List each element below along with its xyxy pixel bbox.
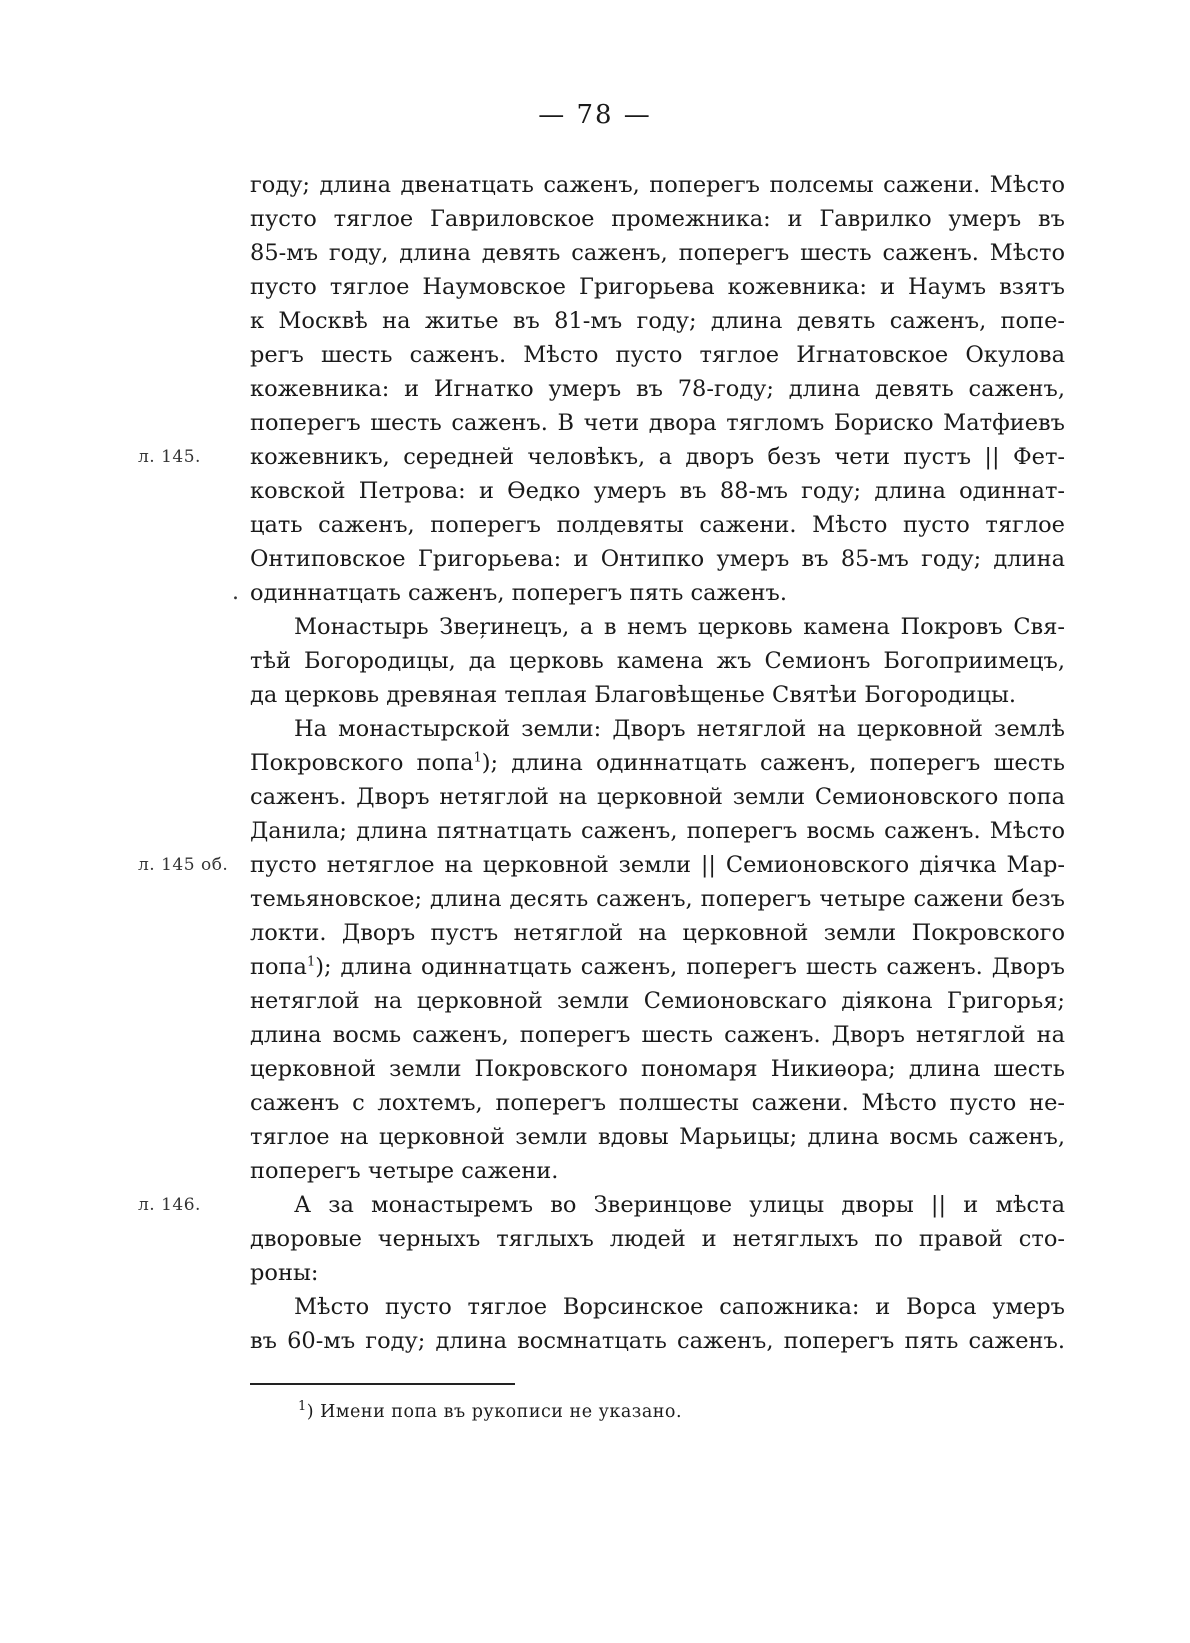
line-text: Мѣсто пусто тяглое Ворсинское сапожника: и Ворса умеръ — [294, 1294, 1065, 1320]
line-content — [250, 988, 1065, 1014]
text-line — [250, 1018, 1065, 1052]
text-line — [250, 1154, 1065, 1188]
footnote-marker: 1 — [298, 1399, 307, 1415]
footnote-ref: 1 — [306, 954, 316, 970]
line-text: Онтиповское Григорьева: и Онтипко умеръ въ 85-мъ году; длина — [250, 546, 1065, 572]
text-line — [250, 338, 1065, 372]
footnote-rule — [250, 1383, 515, 1385]
line-text: локти. Дворъ пустъ нетяглой на церковной земли Покровского — [250, 920, 1065, 946]
line-content — [250, 1022, 1065, 1048]
line-text: регъ шесть саженъ. Мѣсто пусто тяглое Игнатовское Окулова — [250, 342, 1065, 368]
line-content — [250, 206, 1065, 232]
line-content — [250, 1056, 1065, 1082]
line-text: поперегъ четыре сажени. — [250, 1158, 559, 1184]
line-text-before: попа — [250, 954, 307, 980]
line-content — [250, 512, 1065, 538]
text-line — [250, 1052, 1065, 1086]
line-content — [250, 648, 1065, 674]
line-content — [250, 1226, 1065, 1252]
line-text: пусто нетяглое на церковной земли || Семионовского дiячка Мар- — [250, 852, 1065, 878]
line-text: церковной земли Покровского пономаря Никиѳора; длина шесть — [250, 1056, 1065, 1082]
line-content — [250, 342, 1065, 368]
margin-folio-note: л. 146. — [138, 1195, 201, 1215]
line-content — [250, 376, 1065, 402]
line-content — [250, 1158, 558, 1184]
text-line — [250, 678, 1065, 712]
line-text: ); длина одиннатцать саженъ, поперегъ шесть саженъ. Дворъ — [315, 954, 1065, 980]
line-content — [250, 1090, 1065, 1116]
footnote-text: ) Имени попа въ рукописи не указано. — [306, 1402, 683, 1422]
line-text: длина восмь саженъ, поперегъ шесть саженъ. Дворъ нетяглой на — [250, 1022, 1065, 1048]
line-text: темьяновское; длина десять саженъ, поперегъ четыре сажени безъ — [250, 886, 1065, 912]
line-text: 85-мъ году, длина девять саженъ, поперегъ шесть саженъ. Мѣсто — [250, 240, 1065, 266]
line-text: цать саженъ, поперегъ полдевяты сажени. Мѣсто пусто тяглое — [250, 512, 1065, 538]
line-content — [250, 546, 1065, 572]
line-content — [250, 750, 1065, 776]
line-text: ковской Петрова: и Ѳедко умеръ въ 88-мъ году; длина одиннат- — [250, 478, 1065, 504]
line-content — [250, 478, 1065, 504]
line-text: саженъ. Дворъ нетяглой на церковной земли Семионовского попа — [250, 784, 1065, 810]
line-text: тяглое на церковной земли вдовы Марьицы; длина восмь саженъ, — [250, 1124, 1065, 1150]
line-content — [250, 954, 1065, 980]
line-text: году; длина двенатцать саженъ, поперегъ полсемы сажени. Мѣсто — [250, 172, 1065, 198]
line-content — [250, 784, 1065, 810]
line-content — [250, 444, 1065, 470]
text-line — [250, 270, 1065, 304]
line-content — [250, 682, 1016, 708]
line-content — [250, 818, 1065, 844]
line-text: дворовые черныхъ тяглыхъ людей и нетяглыхъ по правой сто- — [250, 1226, 1065, 1252]
text-line — [250, 508, 1065, 542]
text-line — [250, 882, 1065, 916]
line-text: въ 60-мъ году; длина восмнатцать саженъ, поперегъ пять саженъ. — [250, 1328, 1065, 1354]
text-line — [250, 1290, 1065, 1324]
text-line — [250, 168, 1065, 202]
line-content — [250, 410, 1065, 436]
line-text: поперегъ шесть саженъ. В чети двора тягломъ Бориско Матфиевъ — [250, 410, 1065, 436]
line-text: к Москвѣ на житье въ 81-мъ году; длина девять саженъ, попе- — [250, 308, 1065, 334]
text-line — [250, 1086, 1065, 1120]
line-content — [250, 240, 1065, 266]
line-text: пусто тяглое Гавриловское промежника: и Гаврилко умеръ въ — [250, 206, 1065, 232]
line-content — [250, 920, 1065, 946]
text-line — [250, 202, 1065, 236]
line-text: кожевника: и Игнатко умеръ въ 78-году; длина девять саженъ, — [250, 376, 1065, 402]
line-content — [250, 580, 787, 606]
margin-folio-note: л. 145 об. — [138, 855, 229, 875]
line-content — [294, 1192, 1065, 1218]
text-line — [250, 746, 1065, 780]
line-content — [250, 1124, 1065, 1150]
text-line — [250, 1222, 1065, 1256]
line-text: ); длина одиннатцать саженъ, поперегъ шесть — [481, 750, 1065, 776]
line-content — [250, 1260, 318, 1286]
text-line — [250, 916, 1065, 950]
page-number: — 78 — — [538, 100, 652, 130]
text-line — [250, 236, 1065, 270]
footnote — [298, 1399, 683, 1422]
text-line — [138, 848, 1065, 882]
text-line — [250, 1256, 1065, 1290]
line-text: саженъ с лохтемъ, поперегъ полшесты сажени. Мѣсто пусто не- — [250, 1090, 1065, 1116]
body-text — [138, 168, 1065, 1358]
text-line — [250, 984, 1065, 1018]
line-content — [294, 614, 1065, 640]
line-text: кожевникъ, середней человѣкъ, а дворъ безъ чети пустъ || Фет- — [250, 444, 1065, 470]
line-text: нетяглой на церковной земли Семионовскаго дiякона Григорья; — [250, 988, 1065, 1014]
line-text: пусто тяглое Наумовское Григорьева кожевника: и Наумъ взятъ — [250, 274, 1065, 300]
text-line — [250, 406, 1065, 440]
margin-folio-note: л. 145. — [138, 447, 201, 467]
text-line — [250, 814, 1065, 848]
text-line — [232, 576, 1065, 610]
line-content — [250, 1328, 1065, 1354]
text-line — [250, 372, 1065, 406]
text-line — [250, 1324, 1065, 1358]
line-content — [250, 852, 1065, 878]
text-line — [250, 1120, 1065, 1154]
line-content — [294, 1294, 1065, 1320]
line-content — [250, 172, 1065, 198]
text-line — [250, 780, 1065, 814]
line-text: тѣй Богородицы, да церковь камена жъ Семионъ Богоприимецъ, — [250, 648, 1065, 674]
text-line — [250, 644, 1065, 678]
line-text: На монастырской земли: Дворъ нетяглой на церковной землѣ — [294, 716, 1065, 742]
line-content — [250, 274, 1065, 300]
text-line — [138, 440, 1065, 474]
line-text: Монастырь Звеŗинецъ, а в немъ церковь камена Покровъ Свя- — [294, 614, 1065, 640]
line-text: Данила; длина пятнатцать саженъ, поперегъ восмь саженъ. Мѣсто — [250, 818, 1065, 844]
margin-dot: . — [232, 580, 240, 605]
line-content — [250, 886, 1065, 912]
text-line — [138, 1188, 1065, 1222]
line-text: да церковь древяная теплая Благовѣщенье Святѣи Богородицы. — [250, 682, 1017, 708]
line-text: А за монастыремъ во Зверинцове улицы дворы || и мѣста — [294, 1192, 1065, 1218]
text-line — [250, 610, 1065, 644]
line-content — [294, 716, 1065, 742]
line-text: роны: — [250, 1260, 319, 1286]
footnote-ref: 1 — [473, 750, 482, 766]
line-text: одиннатцать саженъ, поперегъ пять саженъ. — [250, 580, 787, 606]
text-line — [250, 950, 1065, 984]
text-line — [250, 474, 1065, 508]
text-line — [250, 542, 1065, 576]
line-content — [250, 308, 1065, 334]
text-line — [250, 712, 1065, 746]
text-line — [250, 304, 1065, 338]
line-text-before: Покровского попа — [250, 750, 474, 776]
